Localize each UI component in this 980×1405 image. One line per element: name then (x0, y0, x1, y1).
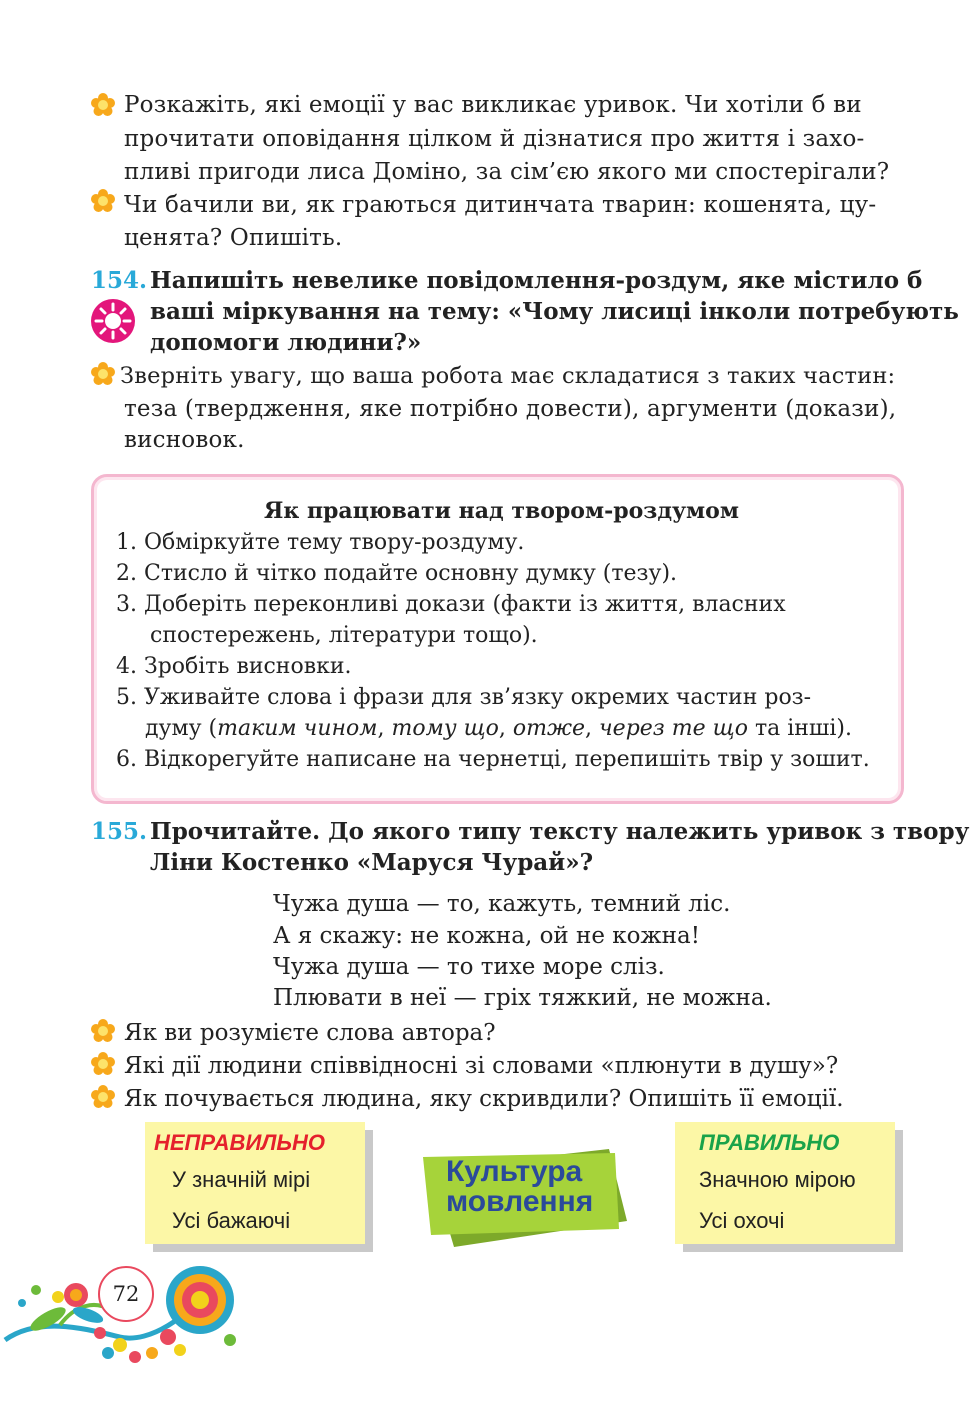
question-line: Як почувається людина, яку скривдили? Опишіть її емоції. (124, 1086, 844, 1112)
question-line: ценята? Опишіть. (124, 225, 343, 251)
culture-title: Культура (446, 1155, 583, 1188)
incorrect-title: НЕПРАВИЛЬНО (154, 1130, 325, 1155)
tips-title: Як працювати над твором-роздумом (264, 498, 739, 524)
question-line: Які дії людини співвідносні зі словами «плюнути в душу»? (124, 1053, 839, 1079)
tips-item-continuation: думу (таким чином, тому що, отже, через те що та інші). (145, 716, 852, 741)
flower-bullet-icon (91, 189, 115, 213)
poem-line: Чужа душа — то тихе море сліз. (273, 954, 665, 980)
correct-title: ПРАВИЛЬНО (699, 1130, 840, 1155)
tips-item: 2. Стисло й чітко подайте основну думку (тезу). (116, 561, 678, 586)
question-line: прочитати оповідання цілком й дізнатися про життя і захо- (124, 126, 865, 152)
exercise-text: Ліни Костенко «Маруся Чурай»? (150, 849, 594, 876)
tips-item: 3. Доберіть переконливі докази (факти із життя, власних (116, 592, 786, 617)
incorrect-item: Усі бажаючі (172, 1208, 291, 1233)
creative-task-icon (90, 298, 136, 344)
culture-badge (419, 1149, 629, 1245)
flower-bullet-icon (91, 1085, 115, 1109)
correct-item: Значною мірою (699, 1167, 856, 1192)
exercise-text: допомоги людини?» (150, 329, 422, 356)
tips-item: 1. Обміркуйте тему твору-роздуму. (116, 530, 525, 555)
tips-item: 6. Відкорегуйте написане на чернетці, перепишіть твір у зошит. (116, 747, 870, 772)
exercise-number: 155. (91, 818, 148, 845)
exercise-text: Напишіть невелике повідомлення-роздум, яке містило б (150, 267, 923, 294)
incorrect-card (145, 1122, 365, 1244)
flower-bullet-icon (91, 93, 115, 117)
poem-line: Плювати в неї — гріх тяжкий, не можна. (273, 985, 772, 1011)
correct-item: Усі охочі (699, 1208, 785, 1233)
exercise-text: Прочитайте. До якого типу тексту належить уривок з твору (150, 818, 970, 845)
poem-line: Чужа душа — то, кажуть, темний ліс. (273, 891, 731, 917)
flower-bullet-icon (91, 362, 115, 386)
correct-card (675, 1122, 895, 1244)
question-line: Розкажіть, які емоції у вас викликає уривок. Чи хотіли б ви (124, 92, 862, 118)
note-line: Зверніть увагу, що ваша робота має складатися з таких частин: (120, 363, 896, 389)
question-line: Чи бачили ви, як граються дитинчата тварин: кошенята, цу- (124, 192, 877, 218)
culture-subtitle: мовлення (446, 1185, 594, 1218)
poem-line: А я скажу: не кожна, ой не кожна! (273, 923, 700, 949)
tips-item: 4. Зробіть висновки. (116, 654, 352, 679)
page-number: 72 (98, 1266, 154, 1322)
question-line: Як ви розумієте слова автора? (124, 1020, 496, 1046)
note-line: теза (твердження, яке потрібно довести), аргументи (докази), (124, 396, 897, 422)
incorrect-item: У значній мірі (172, 1167, 311, 1192)
exercise-text: ваші міркування на тему: «Чому лисиці інколи потребують (150, 298, 959, 325)
tips-item: спостережень, літератури тощо). (150, 623, 538, 648)
flower-bullet-icon (91, 1019, 115, 1043)
question-line: пливі пригоди лиса Доміно, за сім’єю якого ми спостерігали? (124, 159, 890, 185)
exercise-number: 154. (91, 267, 148, 294)
flower-bullet-icon (91, 1052, 115, 1076)
tips-item: 5. Уживайте слова і фрази для зв’язку окремих частин роз- (116, 685, 812, 710)
note-line: висновок. (124, 427, 245, 453)
